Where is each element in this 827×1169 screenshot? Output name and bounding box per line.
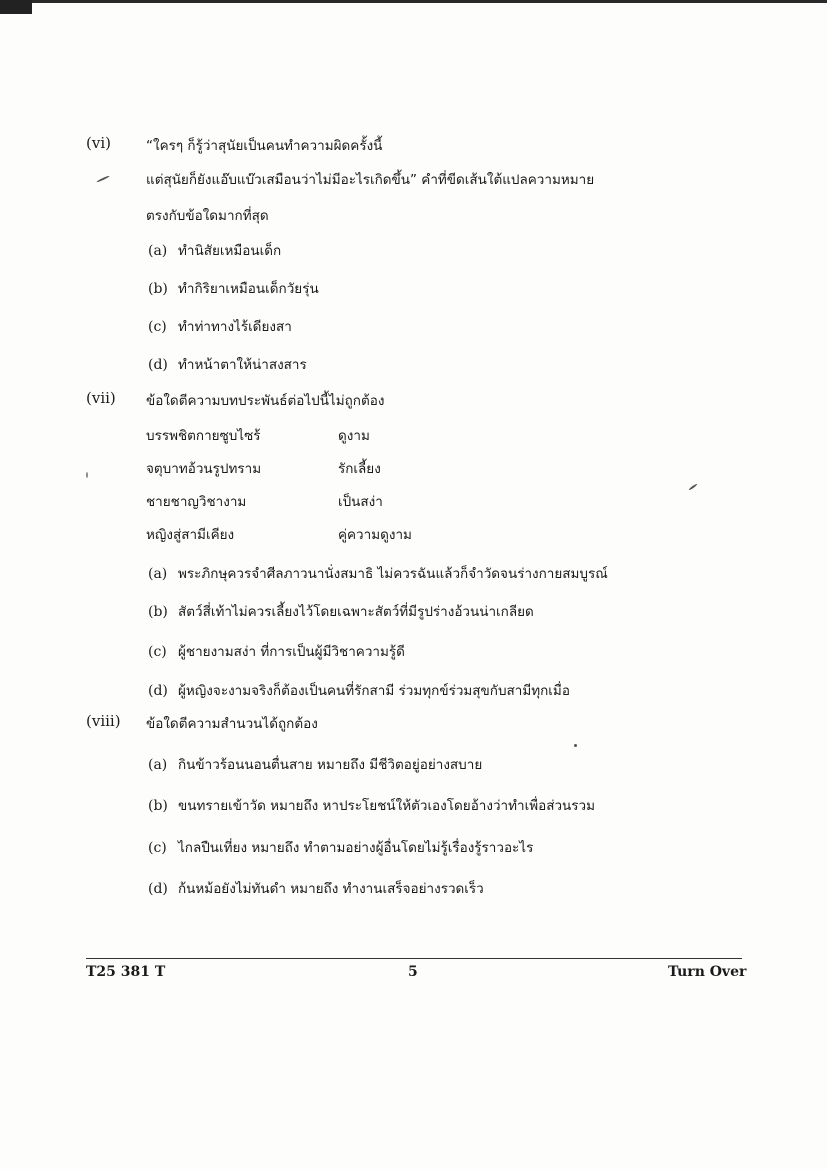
option-b: (b) ขนทรายเข้าวัด หมายถึง หาประโยชน์ให้ตัวเองโดยอ้างว่าทำเพื่อส่วนรวม bbox=[148, 798, 596, 814]
scan-mark bbox=[86, 472, 88, 478]
poem-line-left: บรรพชิตกายซูบไซร้ bbox=[146, 428, 261, 444]
option-d: (d) ทำหน้าตาให้น่าสงสาร bbox=[148, 357, 307, 373]
scan-corner-mark bbox=[0, 0, 32, 14]
option-c: (c) ผู้ชายงามสง่า ที่การเป็นผู้มีวิชาความรู้ดี bbox=[148, 644, 405, 660]
question-number: (viii) bbox=[86, 712, 121, 730]
poem-line-right: คู่ความดูงาม bbox=[338, 527, 412, 543]
question-number: (vi) bbox=[86, 134, 111, 152]
footer-turn-over: Turn Over bbox=[668, 964, 747, 980]
scan-mark bbox=[574, 744, 577, 747]
poem-line-left: หญิงสู่สามีเคียง bbox=[146, 527, 235, 543]
footer-exam-code: T25 381 T bbox=[86, 964, 166, 980]
poem-line-left: ชายชาญวิชางาม bbox=[146, 494, 247, 510]
poem-line-right: รักเลี้ยง bbox=[338, 461, 381, 477]
question-text-line: “ใครๆ ก็รู้ว่าสุนัยเป็นคนทำความผิดครั้งนี้ bbox=[146, 138, 383, 154]
poem-line-right: เป็นสง่า bbox=[338, 494, 383, 510]
option-d: (d) ผู้หญิงจะงามจริงก็ต้องเป็นคนที่รักสามี ร่วมทุกข์ร่วมสุขกับสามีทุกเมื่อ bbox=[148, 683, 570, 699]
option-c: (c) ทำท่าทางไร้เดียงสา bbox=[148, 319, 292, 335]
footer-page-number: 5 bbox=[408, 964, 418, 980]
option-a: (a) ทำนิสัยเหมือนเด็ก bbox=[148, 243, 282, 259]
question-prompt: ข้อใดตีความสำนวนได้ถูกต้อง bbox=[146, 716, 318, 732]
scan-top-edge bbox=[0, 0, 827, 3]
poem-line-left: จตุบาทอ้วนรูปทราม bbox=[146, 461, 262, 477]
option-a: (a) พระภิกษุควรจำศีลภาวนานั่งสมาธิ ไม่ควรฉันแล้วก็จำวัดจนร่างกายสมบูรณ์ bbox=[148, 566, 608, 582]
question-number: (vii) bbox=[86, 389, 116, 407]
question-prompt: ข้อใดตีความบทประพันธ์ต่อไปนี้ไม่ถูกต้อง bbox=[146, 393, 385, 409]
poem-line-right: ดูงาม bbox=[338, 428, 370, 444]
option-b: (b) สัตว์สี่เท้าไม่ควรเลี้ยงไว้โดยเฉพาะสัตว์ที่มีรูปร่างอ้วนน่าเกลียด bbox=[148, 604, 534, 620]
option-c: (c) ไกลปืนเที่ยง หมายถึง ทำตามอย่างผู้อื่นโดยไม่รู้เรื่องรู้ราวอะไร bbox=[148, 840, 534, 856]
scan-mark bbox=[688, 483, 697, 490]
option-d: (d) ก้นหม้อยังไม่ทันดำ หมายถึง ทำงานเสร็จอย่างรวดเร็ว bbox=[148, 881, 484, 897]
question-text-line: แต่สุนัยก็ยังแอ๊บแบ๊วเสมือนว่าไม่มีอะไรเกิดขึ้น” คำที่ขีดเส้นใต้แปลความหมาย bbox=[146, 172, 595, 188]
question-text-line: ตรงกับข้อใดมากที่สุด bbox=[146, 208, 269, 224]
footer-rule bbox=[86, 958, 742, 959]
scan-mark bbox=[96, 175, 110, 183]
option-a: (a) กินข้าวร้อนนอนตื่นสาย หมายถึง มีชีวิตอยู่อย่างสบาย bbox=[148, 757, 483, 773]
option-b: (b) ทำกิริยาเหมือนเด็กวัยรุ่น bbox=[148, 281, 319, 297]
